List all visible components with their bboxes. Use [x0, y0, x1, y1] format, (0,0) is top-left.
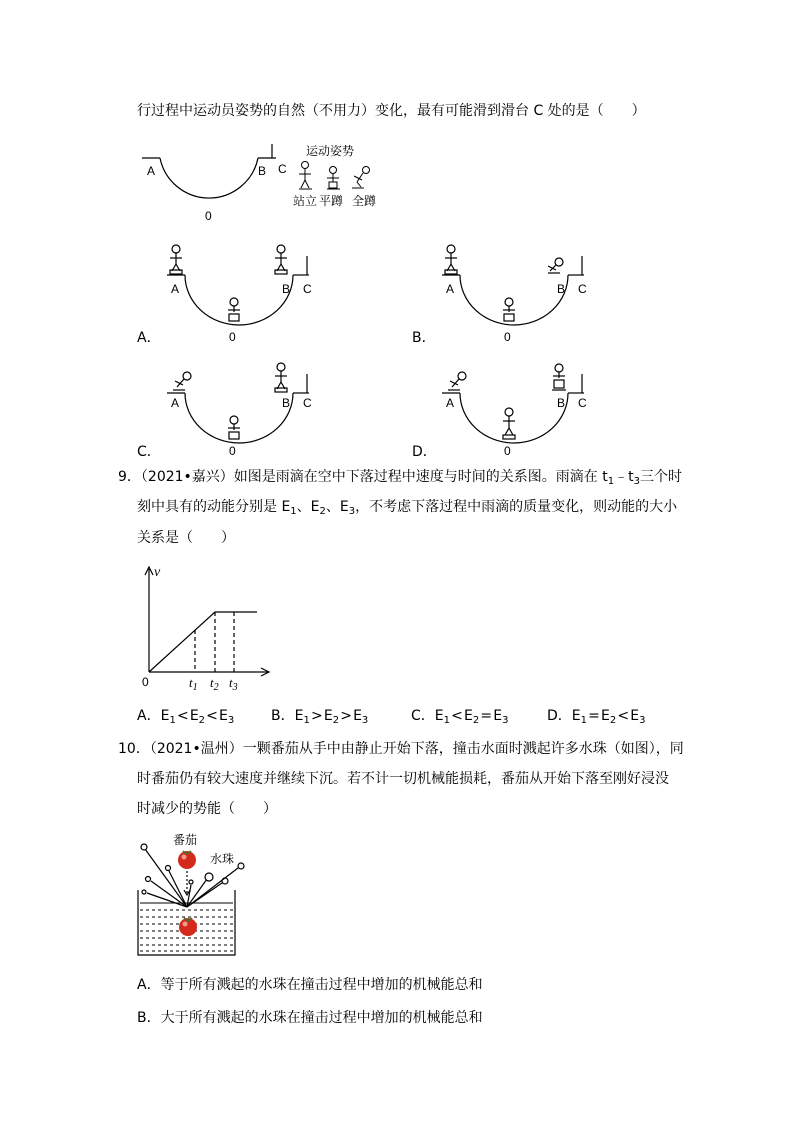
q9-option-B[interactable]	[271, 706, 368, 726]
q10-stem-line1: 10．（2021•温州）一颗番茄从手中由静止开始下落，撞击水面时溅起许多水珠（如图），同	[118, 741, 684, 757]
q9-optB-s1: 1	[303, 715, 310, 726]
q9-tick-t3-sub: 3	[232, 682, 238, 693]
q9-optB-s2: 2	[332, 715, 340, 726]
q9-optA-E3: E	[219, 708, 228, 724]
q8-optD-A: A	[446, 396, 455, 410]
q8-label-C: C	[278, 162, 287, 176]
q8-option-D-figure	[440, 358, 590, 453]
q9-tick-t1-t: t	[189, 675, 193, 690]
q10-option-B[interactable]: B．大于所有溅起的水珠在撞击过程中增加的机械能总和	[137, 1010, 483, 1026]
q9-stem-line2	[137, 497, 677, 517]
q8-pose-full: 全蹲	[352, 194, 377, 208]
q10-label-drops: 水珠	[210, 852, 235, 866]
q8-pose-icons	[296, 158, 386, 194]
q9-e-sub2: 2	[319, 506, 326, 517]
q9-tick-t3-t: t	[229, 675, 233, 690]
q9-optB-E3: E	[353, 708, 362, 724]
q10-stem-line2: 时番茄仍有较大速度并继续下沉。若不计一切机械能损耗，番茄从开始下落至刚好浸没	[137, 771, 669, 787]
q9-optD-label: D．E	[547, 708, 581, 724]
q8-option-A-figure	[165, 240, 315, 335]
q9-axis-v: v	[154, 565, 161, 580]
q9-option-A[interactable]	[137, 706, 234, 726]
q10-option-A[interactable]: A．等于所有溅起的水珠在撞击过程中增加的机械能总和	[137, 977, 483, 993]
q8-legend-title: 运动姿势	[306, 144, 355, 158]
q9-optC-rel1: <	[451, 708, 463, 724]
q9-optD-E2: E	[601, 708, 610, 724]
q8-pose-half: 平蹲	[319, 194, 344, 208]
q9-line1-end: 三个时	[639, 469, 682, 485]
q8-optB-O: 0	[504, 330, 511, 344]
q8-optB-B: B	[557, 282, 566, 296]
q8-optA-B: B	[282, 282, 291, 296]
q9-optD-E3: E	[630, 708, 640, 724]
q8-optD-O: 0	[504, 444, 511, 458]
q9-speed-line	[149, 612, 257, 672]
q8-optC-C: C	[303, 396, 312, 410]
q8-optA-O: 0	[229, 330, 236, 344]
q10-stem-line3: 时减少的势能（ ）	[137, 801, 277, 817]
q9-optC-label: C．E	[411, 708, 444, 724]
q9-optB-rel2: >	[340, 708, 352, 724]
q8-optC-O: 0	[229, 444, 236, 458]
q8-option-D[interactable]: D．	[412, 444, 437, 460]
q9-optC-rel2: =	[480, 708, 493, 724]
q9-optA-label: A．E	[137, 708, 170, 724]
q9-line1-dash: ﹣t	[614, 469, 634, 485]
q9-optD-s1: 1	[580, 715, 588, 726]
q9-t-sub3: 3	[633, 476, 640, 487]
q9-optB-s3: 3	[361, 715, 369, 726]
q9-optA-s2: 2	[198, 715, 206, 726]
q9-optB-E2: E	[323, 708, 333, 724]
q8-optD-B: B	[557, 396, 566, 410]
q9-line2-c: 、E	[325, 499, 349, 515]
q8-label-O: 0	[205, 209, 212, 223]
q10-label-tomato: 番茄	[173, 833, 198, 847]
q9-optD-rel2: <	[617, 708, 630, 724]
q8-optC-A: A	[171, 396, 180, 410]
q9-t-sub1: 1	[607, 476, 615, 487]
q8-stem-tail: 行过程中运动员姿势的自然（不用力）变化，最有可能滑到滑台 C 处的是（ ）	[137, 103, 646, 119]
q9-optA-E2: E	[189, 708, 199, 724]
q9-optD-s3: 3	[639, 715, 646, 726]
q9-tick-t2	[210, 675, 219, 693]
q9-e-sub1: 1	[290, 506, 297, 517]
q8-optB-C: C	[578, 282, 587, 296]
q9-optA-rel2: <	[206, 708, 218, 724]
q9-optC-s3: 3	[502, 715, 509, 726]
q9-line1-text: 9．（2021•嘉兴）如图是雨滴在空中下落过程中速度与时间的关系图。雨滴在 t	[118, 469, 608, 485]
q9-optB-label: B．E	[271, 708, 304, 724]
q8-label-B: B	[258, 164, 267, 178]
q9-optC-s1: 1	[443, 715, 450, 726]
q8-option-B-figure	[440, 240, 590, 335]
q8-optA-C: C	[303, 282, 312, 296]
q9-optA-s1: 1	[169, 715, 176, 726]
q8-optD-C: C	[578, 396, 587, 410]
q9-tick-t2-sub: 2	[213, 682, 219, 693]
q9-tick-t3	[229, 675, 238, 693]
q9-line2-b: 、E	[296, 499, 320, 515]
q8-option-B[interactable]: B．	[412, 330, 436, 346]
q9-option-C[interactable]	[411, 706, 508, 726]
q9-tick-t2-t: t	[210, 675, 214, 690]
q9-optA-rel1: <	[176, 708, 189, 724]
q9-axis-origin: 0	[142, 675, 149, 689]
q10-tomato-water	[179, 918, 197, 936]
q9-option-D[interactable]	[547, 706, 645, 726]
q8-optA-A: A	[171, 282, 180, 296]
q9-tick-t1-sub: 1	[192, 682, 198, 693]
q9-stem-line3: 关系是（ ）	[137, 530, 235, 546]
q8-optC-B: B	[282, 396, 291, 410]
q9-tick-t1	[189, 675, 198, 693]
q9-optD-s2: 2	[609, 715, 617, 726]
q8-option-A[interactable]: A．	[137, 330, 161, 346]
q9-optA-s3: 3	[227, 715, 235, 726]
q9-stem-line1	[118, 467, 682, 487]
q10-tomato-top	[178, 851, 196, 869]
q8-option-C-figure	[165, 358, 315, 453]
q8-label-A: A	[147, 164, 156, 178]
q9-optB-rel1: >	[310, 708, 323, 724]
q8-optB-A: A	[446, 282, 455, 296]
q9-optC-E2: E	[464, 708, 473, 724]
q9-e-sub3: 3	[348, 506, 356, 517]
q9-line2-d: ，不考虑下落过程中雨滴的质量变化，则动能的大小	[355, 499, 678, 515]
q9-optC-E3: E	[493, 708, 503, 724]
q8-pose-stand: 站立	[293, 194, 318, 208]
q9-optC-s2: 2	[472, 715, 480, 726]
q9-optD-rel1: =	[588, 708, 600, 724]
q9-velocity-time-graph	[140, 565, 280, 685]
q8-option-C[interactable]: C．	[137, 444, 161, 460]
q9-line2-a: 刻中具有的动能分别是 E	[137, 499, 291, 515]
